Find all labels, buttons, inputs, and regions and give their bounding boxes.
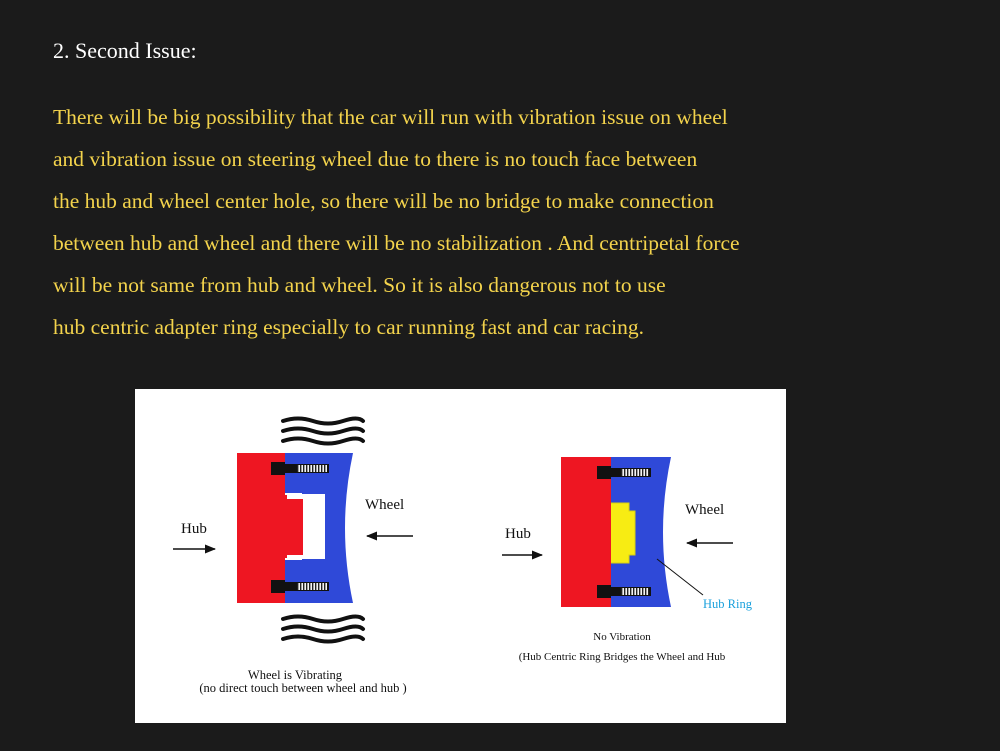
vibration-waves-bottom: [283, 617, 363, 642]
right-caption-detail: (Hub Centric Ring Bridges the Wheel and Hub: [518, 651, 726, 663]
paragraph-line: the hub and wheel center hole, so there will be no bridge to make connection: [53, 189, 714, 213]
hub-ring: [611, 503, 635, 563]
paragraph-line: between hub and wheel and there will be no stabilization . And centripetal force: [53, 231, 740, 255]
vibration-waves-top: [283, 419, 363, 444]
hub-label-right: Hub: [505, 526, 531, 542]
left-caption-title: Wheel is Vibrating: [247, 668, 343, 682]
left-caption-detail: (no direct touch between wheel and hub ): [199, 681, 407, 695]
hub-block-right: [561, 457, 613, 607]
diagram-canvas: [135, 389, 786, 723]
paragraph-line: There will be big possibility that the car will run with vibration issue on wheel: [53, 105, 728, 129]
right-caption-title: No Vibration: [593, 631, 651, 643]
paragraph-line: hub centric adapter ring especially to car running fast and car racing.: [53, 315, 644, 339]
hub-ring-diagram: [135, 389, 786, 723]
paragraph-line: will be not same from hub and wheel. So it is also dangerous not to use: [53, 273, 666, 297]
hub-ring-label: Hub Ring: [703, 597, 752, 611]
left-diagram: [173, 419, 413, 696]
wheel-label-right: Wheel: [685, 502, 725, 518]
section-heading: 2. Second Issue:: [53, 38, 197, 63]
issue-paragraph: [53, 96, 953, 348]
wheel-label-left: Wheel: [365, 497, 405, 513]
right-diagram: [502, 457, 753, 663]
center-hole-gap-left: [303, 499, 325, 555]
hub-spigot-left: [285, 499, 303, 555]
hub-label-left: Hub: [181, 521, 207, 537]
paragraph-line: and vibration issue on steering wheel due to there is no touch face between: [53, 147, 698, 171]
